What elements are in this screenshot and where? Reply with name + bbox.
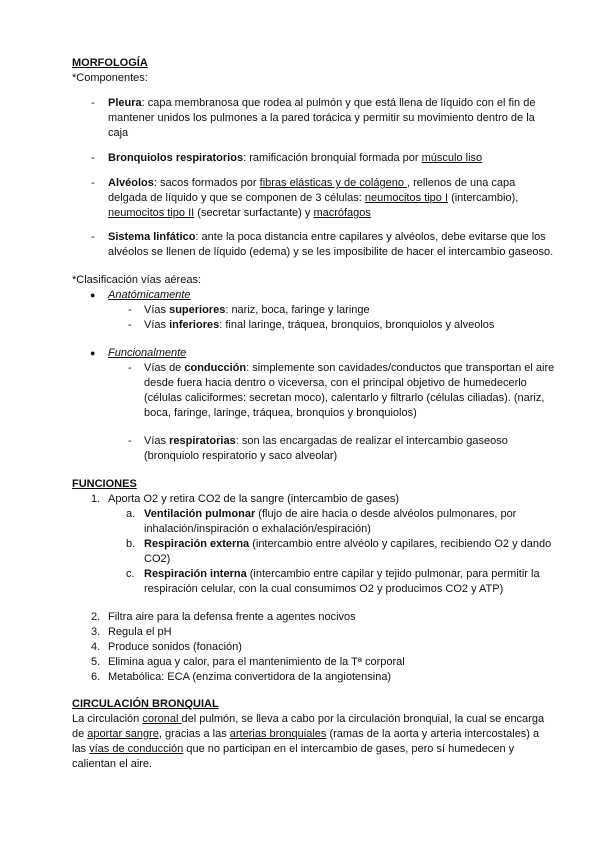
- alveolos-text: delgada de líquido y que se componen de 3 células:: [108, 192, 365, 204]
- conduccion-term: conducción: [184, 362, 247, 374]
- vias-superiores-line: [144, 303, 370, 318]
- list-item: Produce sonidos (fonación): [108, 641, 242, 653]
- pleura-text: : capa membranosa que rodea al pulmón y que está llena de líquido con el fin de: [141, 97, 536, 109]
- respiratorias-line-2: (bronquiolo respiratorio y saco alveolar): [144, 450, 338, 462]
- section-title-circulacion: CIRCULACIÓN BRONQUIAL: [72, 698, 219, 710]
- coronal-link[interactable]: coronal: [142, 713, 182, 725]
- dash-marker: -: [91, 152, 95, 164]
- sub-list-letter: c.: [126, 568, 135, 580]
- section-title-morfologia: MORFOLOGÍA: [72, 57, 148, 69]
- circulacion-text: de: [72, 728, 88, 740]
- circulacion-text: que no participan en el intercambio de gases, pero sí humedecen y: [183, 743, 515, 755]
- arterias-bronquiales-link[interactable]: arterias bronquiales: [229, 728, 327, 740]
- anatomicamente-label: [108, 288, 191, 303]
- dash-marker: -: [128, 435, 132, 447]
- circulacion-text: La circulación: [72, 713, 143, 725]
- linfatico-term: Sistema linfático: [108, 231, 196, 243]
- vias-text: : nariz, boca, faringe y laringe: [225, 304, 370, 316]
- vias-text: Vías de: [144, 362, 185, 374]
- alveolos-text: (secretar surfactante) y: [194, 207, 314, 219]
- pleura-term: Pleura: [108, 97, 142, 109]
- dash-marker: -: [128, 304, 132, 316]
- circulacion-line-3: [72, 742, 514, 757]
- list-item: Elimina agua y calor, para el mantenimiento de la Tª corporal: [108, 656, 405, 668]
- resp-externa-term: Respiración externa: [144, 538, 250, 550]
- sub-list-letter: a.: [126, 508, 136, 520]
- circulacion-line-1: [72, 712, 544, 727]
- funcionalmente-text: Funcionalmente: [108, 347, 187, 359]
- list-number: 6.: [91, 671, 101, 683]
- resp-externa-line-1: [144, 537, 551, 552]
- ventilacion-line-2: inhalación/inspiración o exhalación/espiración): [144, 523, 371, 535]
- ventilacion-text: (flujo de aire hacia o desde alvéolos pulmonares, por: [255, 508, 517, 520]
- sub-list-letter: b.: [126, 538, 136, 550]
- inferiores-term: inferiores: [169, 319, 220, 331]
- resp-interna-line-2: respiración celular, con la cual consumimos O2 y producimos CO2 y ATP): [144, 583, 504, 595]
- fibras-link[interactable]: fibras elásticas y de colágeno: [259, 177, 408, 189]
- vias-text: Vías: [144, 435, 170, 447]
- list-number: 4.: [91, 641, 101, 653]
- superiores-term: superiores: [169, 304, 226, 316]
- dash-marker: -: [91, 231, 95, 243]
- vias-text: : final laringe, tráquea, bronquios, bronquiolos y alveolos: [219, 319, 495, 331]
- list-number: 3.: [91, 626, 101, 638]
- clasificacion-label: *Clasificación vías aéreas:: [72, 274, 202, 286]
- dash-marker: -: [128, 362, 132, 374]
- alveolos-text: (intercambio),: [448, 192, 519, 204]
- list-number: 2.: [91, 611, 101, 623]
- list-number: 5.: [91, 656, 101, 668]
- list-item: Metabólica: ECA (enzima convertidora de la angiotensina): [108, 671, 392, 683]
- ventilacion-term: Ventilación pulmonar: [144, 508, 256, 520]
- circulacion-text: (ramas de la aorta y arteria intercostales) a: [326, 728, 540, 740]
- alveolos-term: Alvéolos: [108, 177, 154, 189]
- pleura-line-3: caja: [108, 127, 129, 139]
- resp-externa-line-2: CO2): [144, 553, 171, 565]
- respiratorias-term: respiratorias: [169, 435, 236, 447]
- bronquiolos-line: [108, 151, 482, 166]
- musculo-liso-link[interactable]: músculo liso: [421, 152, 483, 164]
- circulacion-line-4: calientan el aire.: [72, 758, 153, 770]
- resp-interna-text: (intercambio entre capilar y tejido pulmonar, para permitir la: [246, 568, 540, 580]
- dash-marker: -: [91, 177, 95, 189]
- resp-interna-line-1: [144, 567, 540, 582]
- list-item: Regula el pH: [108, 626, 172, 638]
- aportar-sangre-link[interactable]: aportar sangre: [87, 728, 159, 740]
- vias-text: Vías: [144, 319, 170, 331]
- conduccion-text: : simplemente son cavidades/conductos que transportan el aire: [246, 362, 555, 374]
- alveolos-text: , rellenos de una capa: [407, 177, 516, 189]
- ventilacion-line-1: [144, 507, 516, 522]
- funcionalmente-label: [108, 346, 186, 361]
- macrofagos-link[interactable]: macrófagos: [313, 207, 371, 219]
- vias-text: Vías: [144, 304, 170, 316]
- list-number: 1.: [91, 493, 101, 505]
- componentes-label: *Componentes:: [72, 72, 148, 84]
- dash-marker: -: [91, 97, 95, 109]
- respiratorias-line-1: [144, 434, 508, 449]
- alveolos-line-2: [108, 191, 518, 206]
- conduccion-line-4: boca, faringe, laringe, tráquea, bronquios y bronquiolos): [144, 407, 417, 419]
- vias-inferiores-line: [144, 318, 494, 333]
- resp-interna-term: Respiración interna: [144, 568, 247, 580]
- anatomicamente-text: Anatómicamente: [108, 289, 191, 301]
- neumocitos-tipo-ii-link[interactable]: neumocitos tipo II: [108, 207, 195, 219]
- list-item: Filtra aire para la defensa frente a agentes nocivos: [108, 611, 356, 623]
- alveolos-line-3: [108, 206, 371, 221]
- alveolos-line-1: [108, 176, 515, 191]
- bronquiolos-text: : ramificación bronquial formada por: [243, 152, 422, 164]
- resp-externa-text: (intercambio entre alvéolo y capilares, recibiendo O2 y dando: [249, 538, 552, 550]
- conduccion-line-1: [144, 361, 554, 376]
- bullet-icon: ●: [90, 290, 96, 300]
- pleura-line-1: [108, 96, 535, 111]
- circulacion-text: , gracias a las: [158, 728, 230, 740]
- circulacion-text: las: [72, 743, 90, 755]
- list-item: Aporta O2 y retira CO2 de la sangre (intercambio de gases): [108, 493, 400, 505]
- neumocitos-tipo-i-link[interactable]: neumocitos tipo I: [364, 192, 449, 204]
- bullet-icon: ●: [90, 348, 96, 358]
- section-title-funciones: FUNCIONES: [72, 478, 137, 490]
- linfatico-line-1: [108, 230, 546, 245]
- bronquiolos-term: Bronquiolos respiratorios: [108, 152, 244, 164]
- linfatico-line-2: alvéolos se llenen de líquido (edema) y se les imposibilite de hacer el intercambio gaseoso.: [108, 246, 554, 258]
- conduccion-line-3: (células caliciformes: secretan moco), calentarlo y filtrarlo (células ciliadas). (nariz,: [144, 392, 545, 404]
- dash-marker: -: [128, 319, 132, 331]
- circulacion-line-2: [72, 727, 539, 742]
- conduccion-line-2: desde fuera hacia dentro o viceversa, con el principal objetivo de humedecerlo: [144, 377, 527, 389]
- alveolos-text: : sacos formados por: [153, 177, 260, 189]
- circulacion-text: del pulmón, se lleva a cabo por la circulación bronquial, la cual se encarga: [181, 713, 545, 725]
- vias-conduccion-link[interactable]: vías de conducción: [89, 743, 184, 755]
- respiratorias-text: : son las encargadas de realizar el intercambio gaseoso: [235, 435, 508, 447]
- linfatico-text: : ante la poca distancia entre capilares y alvéolos, debe evitarse que los: [195, 231, 546, 243]
- pleura-line-2: mantener unidos los pulmones a la pared torácica y permitir su movimiento dentro de la: [108, 112, 535, 124]
